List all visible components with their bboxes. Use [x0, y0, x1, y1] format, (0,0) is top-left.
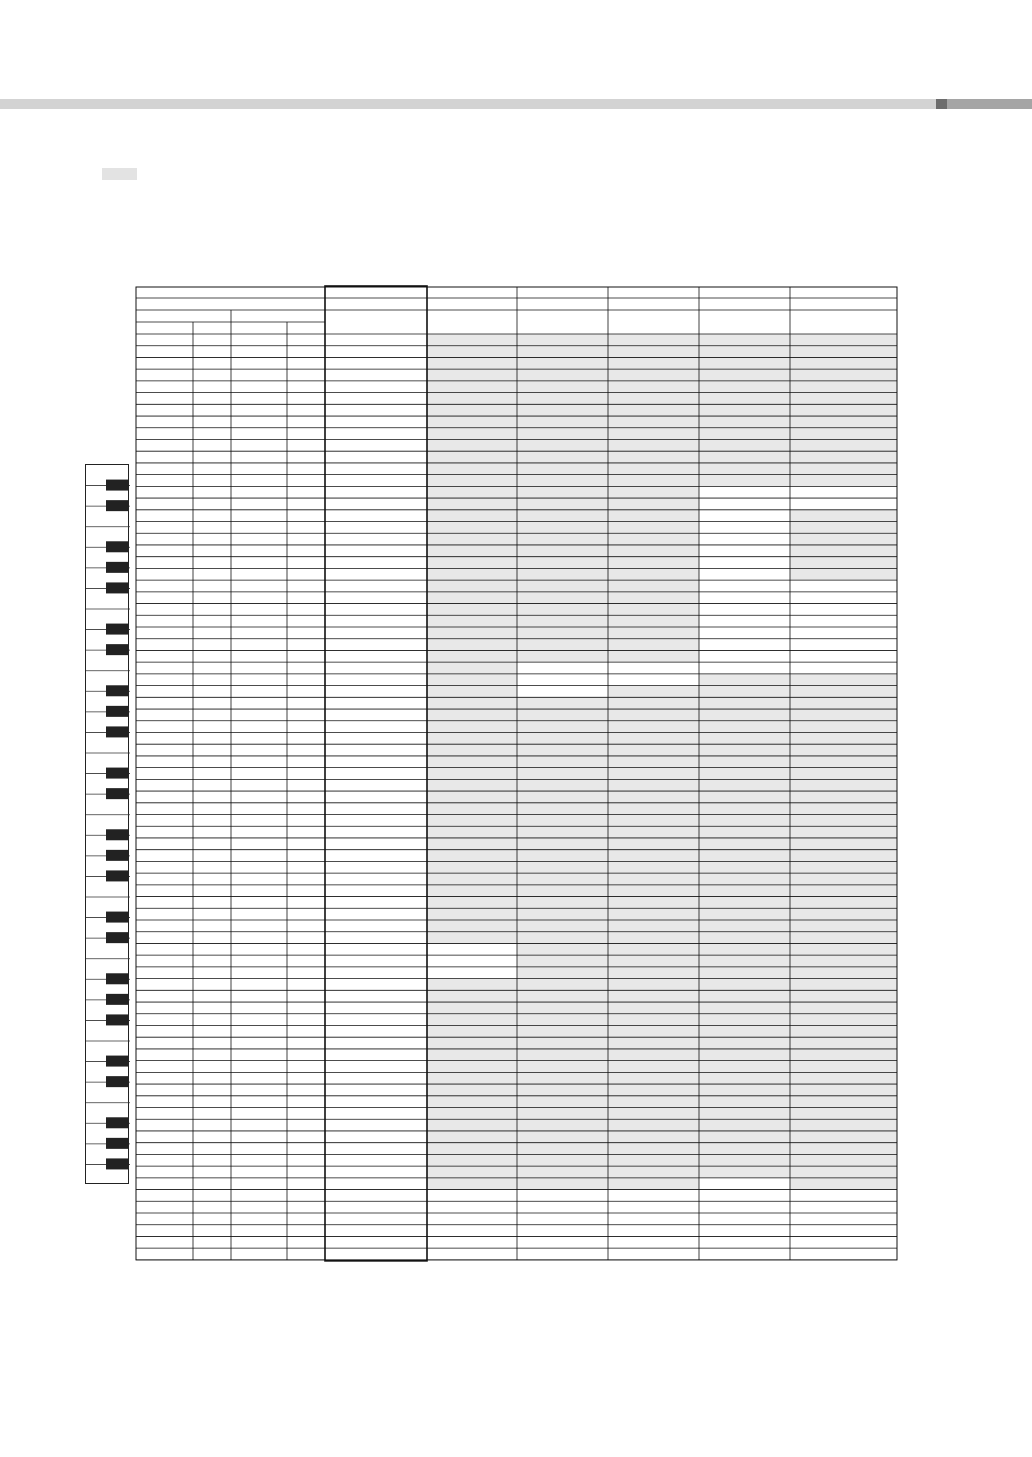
table-highlight-column	[325, 286, 427, 1261]
shaded-cell-block	[608, 686, 699, 1190]
shaded-cell-block	[699, 334, 790, 486]
shaded-cell-block	[790, 334, 897, 486]
shaded-cell-block	[699, 674, 790, 1178]
